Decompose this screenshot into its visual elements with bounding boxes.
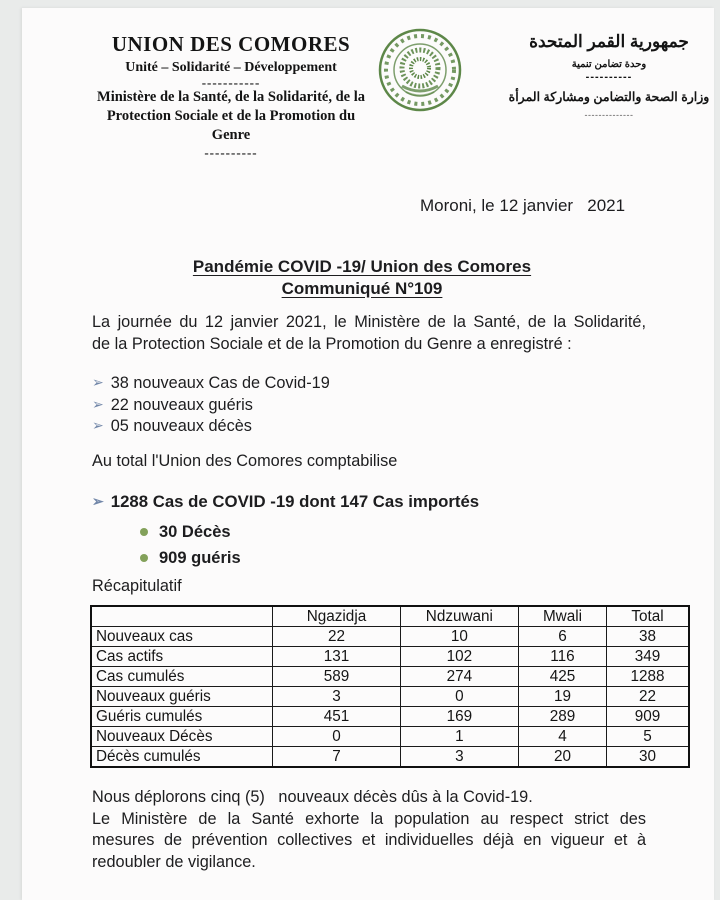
header-arabic [490,30,720,120]
cell-value: 38 [606,627,689,647]
closing-paragraph [92,787,646,874]
sub-bullet-text: 909 guéris [159,548,241,567]
row-label: Guéris cumulés [91,707,273,727]
cell-value: 1288 [606,667,689,687]
dot-bullet-icon [140,554,148,562]
cell-value: 451 [273,707,400,727]
summary-table [90,605,690,768]
intro-paragraph [92,312,646,355]
ministry-ar: وزارة الصحة والتضامن ومشاركة المرأة [508,90,710,104]
cell-value: 30 [606,747,689,768]
total-bullet-text: 1288 Cas de COVID -19 dont 147 Cas importés [110,492,480,511]
cell-value: 22 [606,687,689,707]
column-header: Total [606,606,689,627]
cell-value: 349 [606,647,689,667]
title-line1: Pandémie COVID -19/ Union des Comores [192,257,532,276]
intro-line: La journée du 12 janvier 2021, le Ministère de la Santé, de la Solidarité, [92,313,646,331]
cell-value: 6 [519,627,607,647]
row-label: Nouveaux cas [91,627,273,647]
cell-value: 0 [273,727,400,747]
country-title-ar: جمهورية القمر المتحدة [529,32,689,51]
closing-line: Nous déplorons cinq (5) nouveaux décès dûs à la Covid-19. [92,788,533,806]
closing-line: mesures de prévention collectives et individuelles déjà en vigueur et à [92,831,646,850]
separator: -------------- [584,110,634,120]
cell-value: 19 [519,687,607,707]
cell-value: 589 [273,667,400,687]
document-page [22,8,714,900]
comoros-seal-icon [376,26,464,114]
table-row [91,727,689,747]
cell-value: 3 [400,747,518,768]
total-sub-list [140,519,440,571]
column-header: Ndzuwani [400,606,518,627]
cell-value: 4 [519,727,607,747]
cell-value: 425 [519,667,607,687]
header-french [90,32,372,159]
list-item [140,519,440,545]
row-label: Décès cumulés [91,747,273,768]
row-label: Nouveaux Décès [91,727,273,747]
table-row [91,667,689,687]
closing-line: redoubler de vigilance. [92,853,256,872]
total-intro: Au total l'Union des Comores comptabilise [92,452,398,470]
column-header: Ngazidja [273,606,400,627]
cell-value: 5 [606,727,689,747]
table-row [91,627,689,647]
cell-value: 22 [273,627,400,647]
motto-ar: وحدة تضامن تنمية [571,59,647,70]
arrow-bullet-icon: ➢ [92,417,104,433]
table-row [91,647,689,667]
table-header-row [91,606,689,627]
column-header [91,606,273,627]
list-item [92,396,592,418]
column-header: Mwali [519,606,607,627]
dateline: Moroni, le 12 janvier 2021 [420,196,626,215]
list-item [140,545,440,571]
ministry-line2: Protection Sociale et de la Promotion du Genre [106,108,356,143]
country-title-fr: UNION DES COMORES [111,32,351,56]
row-label: Cas cumulés [91,667,273,687]
arrow-bullet-icon: ➢ [92,374,104,390]
cell-value: 102 [400,647,518,667]
ministry-line1: Ministère de la Santé, de la Solidarité, de la [97,89,365,105]
arrow-bullet-icon: ➢ [92,395,104,412]
table-row [91,687,689,707]
cell-value: 7 [273,747,400,768]
row-label: Cas actifs [91,647,273,667]
recap-label: Récapitulatif [92,577,182,595]
daily-bullet-list [92,374,592,439]
bullet-text: 22 nouveaux guéris [110,395,253,414]
arrow-bullet-icon: ➢ [92,493,104,509]
cell-value: 116 [519,647,607,667]
table-row [91,707,689,727]
row-label: Nouveaux guéris [91,687,273,707]
cell-value: 1 [400,727,518,747]
table-row [91,747,689,768]
cell-value: 0 [400,687,518,707]
intro-line: de la Protection Sociale et de la Promotion du Genre a enregistré : [92,334,572,353]
motto-fr: Unité – Solidarité – Développement [125,60,337,75]
bullet-text: 05 nouveaux décès [110,417,252,435]
cell-value: 289 [519,707,607,727]
cell-value: 3 [273,687,400,707]
cell-value: 131 [273,647,400,667]
cell-value: 20 [519,747,607,768]
separator: ---------- [204,145,258,160]
sub-bullet-text: 30 Décès [159,522,231,541]
separator: ---------- [585,71,633,83]
list-item [92,374,592,396]
cell-value: 274 [400,667,518,687]
closing-line: Le Ministère de la Santé exhorte la population au respect strict des [92,809,646,828]
total-bullet [92,492,479,512]
cell-value: 10 [400,627,518,647]
title-line2: Communiqué N°109 [281,279,443,298]
cell-value: 909 [606,707,689,727]
dot-bullet-icon [140,528,148,536]
document-title [82,256,642,300]
cell-value: 169 [400,707,518,727]
list-item [92,417,592,439]
separator: ----------- [201,75,261,90]
bullet-text: 38 nouveaux Cas de Covid-19 [110,374,330,392]
